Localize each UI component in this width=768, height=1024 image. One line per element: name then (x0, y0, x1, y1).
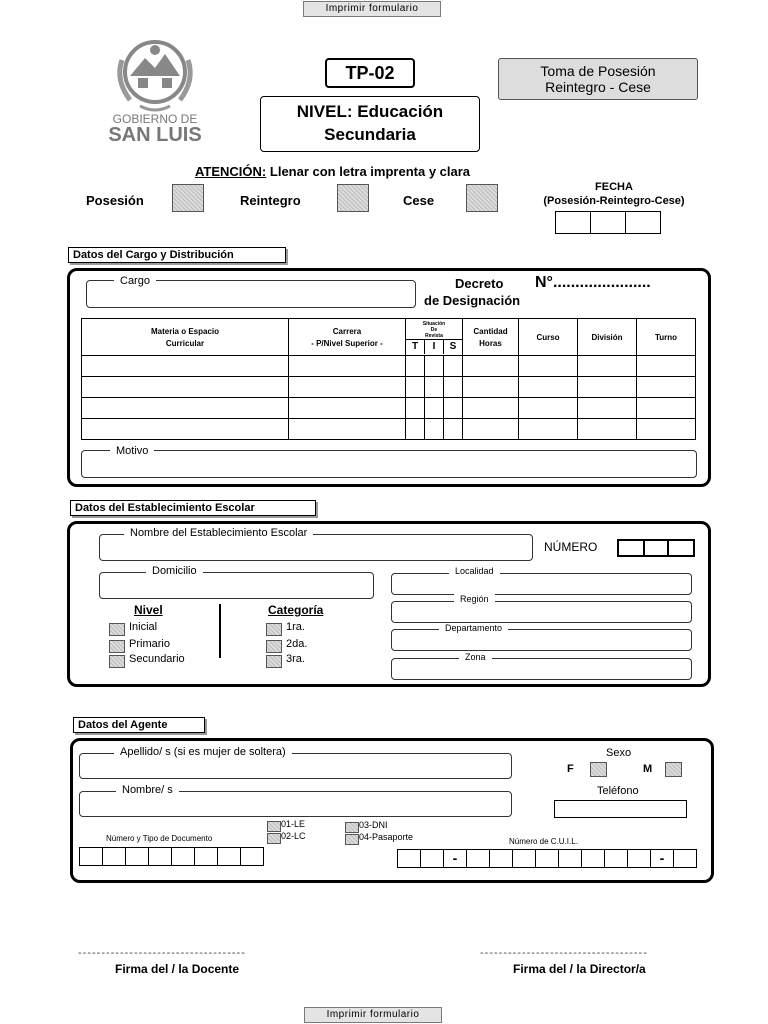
cuil-digit-cell[interactable] (536, 849, 559, 868)
localidad-label: Localidad (449, 566, 500, 576)
nombre-label: Nombre/ s (116, 784, 179, 796)
col-materia (82, 319, 289, 356)
cuil-digit-cell[interactable] (559, 849, 582, 868)
col-i: I (425, 340, 444, 354)
signature-line-director: ------------------------------------ (480, 947, 648, 959)
numero-digit-3[interactable] (667, 539, 695, 557)
level-title-line2: Secundaria (324, 125, 416, 144)
section-cargo-title: Datos del Cargo y Distribución (68, 247, 286, 263)
doc-pasaporte-checkbox[interactable] (345, 834, 359, 845)
col-cantidad-line2: Horas (479, 338, 502, 348)
signature-director-label: Firma del / la Director/a (513, 962, 646, 976)
sexo-m-label: M (643, 763, 653, 775)
attention-text: Llenar con letra imprenta y clara (269, 164, 471, 179)
decreto-line1: Decreto (455, 276, 504, 291)
doc-digit-cell[interactable] (218, 847, 241, 866)
cargo-table-header (82, 319, 696, 356)
establecimiento-nombre-label: Nombre del Establecimiento Escolar (124, 527, 313, 539)
telefono-input[interactable] (554, 800, 687, 818)
fecha-sub: (Posesión-Reintegro-Cese) (543, 195, 685, 207)
domicilio-label: Domicilio (146, 565, 203, 577)
motivo-input[interactable] (81, 450, 697, 478)
form-code: TP-02 (325, 58, 415, 88)
numero-digit-2[interactable] (643, 539, 669, 557)
table-row[interactable] (82, 419, 696, 440)
signature-line-docente: ------------------------------------ (78, 947, 246, 959)
nivel-title: Nivel (134, 603, 163, 617)
signature-docente-label: Firma del / la Docente (115, 962, 240, 976)
table-row[interactable] (82, 377, 696, 398)
col-tis (406, 339, 462, 354)
level-title (260, 96, 480, 152)
nivel-inicial-label: Inicial (129, 621, 158, 633)
doc-dni-label: 03-DNI (359, 820, 388, 830)
cuil-digit-cell[interactable] (674, 849, 697, 868)
logo-line2: SAN LUIS (108, 124, 202, 146)
doc-dni-checkbox[interactable] (345, 822, 359, 833)
attention-label: ATENCIÓN: (195, 164, 267, 179)
doc-digit-cell[interactable] (172, 847, 195, 866)
cuil-digit-cell[interactable] (513, 849, 536, 868)
categoria-1ra-label: 1ra. (286, 621, 305, 633)
nivel-categoria-divider (219, 604, 221, 658)
col-materia-line1: Materia o Espacio (150, 326, 220, 336)
form-type-line2: Reintegro - Cese (545, 79, 651, 95)
col-carrera (289, 319, 406, 356)
categoria-2da-label: 2da. (286, 638, 308, 650)
nivel-secundario-checkbox[interactable] (109, 655, 125, 668)
doc-digit-cell[interactable] (241, 847, 264, 866)
attention (195, 164, 470, 179)
categoria-3ra-label: 3ra. (286, 653, 305, 665)
col-materia-line2: Curricular (165, 338, 205, 348)
departamento-input[interactable] (391, 629, 692, 651)
sexo-m-checkbox[interactable] (665, 762, 682, 777)
fecha-label: FECHA (595, 181, 633, 193)
nivel-secundario-label: Secundario (129, 653, 185, 665)
section-agente-title: Datos del Agente (73, 717, 205, 733)
sexo-label: Sexo (606, 747, 632, 759)
zona-input[interactable] (391, 658, 692, 680)
col-carrera-line2: - P/Nivel Superior - (311, 338, 383, 348)
categoria-2da-checkbox[interactable] (266, 640, 282, 653)
categoria-3ra-checkbox[interactable] (266, 655, 282, 668)
option-cese-checkbox[interactable] (466, 184, 498, 212)
telefono-label: Teléfono (597, 785, 639, 797)
cuil-digit-cell[interactable] (582, 849, 605, 868)
col-situacion-line1: Situación (422, 321, 446, 327)
cuil-label: Número de C.U.I.L. (509, 837, 578, 846)
region-input[interactable] (391, 601, 692, 623)
form-type (498, 58, 698, 100)
doc-digit-cell[interactable] (149, 847, 172, 866)
logo (100, 30, 210, 150)
domicilio-input[interactable] (99, 572, 374, 599)
col-cantidad (463, 319, 519, 356)
categoria-1ra-checkbox[interactable] (266, 623, 282, 636)
doc-le-label: 01-LE (281, 819, 306, 829)
table-row[interactable] (82, 398, 696, 419)
sexo-f-label: F (567, 763, 574, 775)
doc-digit-cell[interactable] (126, 847, 149, 866)
region-label: Región (454, 594, 495, 604)
logo-emblem-icon (100, 30, 210, 120)
level-title-line1: NIVEL: Educación (296, 102, 444, 121)
cuil-digit-cell[interactable] (397, 849, 421, 868)
zona-label: Zona (459, 652, 492, 662)
doc-digit-cell[interactable] (103, 847, 126, 866)
cuil-cells (397, 849, 697, 868)
col-situacion (406, 319, 463, 356)
fecha-year-input[interactable] (625, 211, 661, 234)
doc-digit-cell[interactable] (79, 847, 103, 866)
cuil-digit-cell[interactable] (605, 849, 628, 868)
categoria-title: Categoría (268, 603, 324, 617)
nivel-primario-checkbox[interactable] (109, 640, 125, 653)
col-division: División (578, 319, 637, 356)
col-curso: Curso (519, 319, 578, 356)
option-reintegro-label: Reintegro (240, 193, 301, 208)
motivo-label: Motivo (110, 445, 154, 457)
doc-le-checkbox[interactable] (267, 821, 281, 832)
decreto-number: N°...................... (535, 274, 651, 291)
nivel-inicial-checkbox[interactable] (109, 623, 125, 636)
cuil-digit-cell[interactable] (421, 849, 444, 868)
col-t: T (406, 340, 425, 354)
apellido-label: Apellido/ s (si es mujer de soltera) (114, 746, 292, 758)
option-posesion-checkbox[interactable] (172, 184, 204, 212)
cuil-digit-cell[interactable] (467, 849, 490, 868)
decreto-line2: de Designación (424, 293, 521, 308)
doc-lc-checkbox[interactable] (267, 833, 281, 844)
cuil-dash-1: - (444, 849, 467, 868)
table-row[interactable] (82, 356, 696, 377)
localidad-input[interactable] (391, 573, 692, 595)
cargo-label: Cargo (114, 275, 156, 287)
fecha-month-input[interactable] (590, 211, 626, 234)
col-situacion-line3: Revista (425, 333, 443, 339)
numero-digit-1[interactable] (617, 539, 645, 557)
doc-label: Número y Tipo de Documento (106, 834, 213, 843)
col-s: S (449, 341, 457, 352)
section-establecimiento-title: Datos del Establecimiento Escolar (70, 500, 316, 516)
print-button-top[interactable]: Imprimir formulario (303, 1, 441, 17)
cuil-dash-2: - (651, 849, 674, 868)
numero-label: NÚMERO (544, 540, 598, 554)
col-turno: Turno (637, 319, 696, 356)
logo-line1: GOBIERNO DE (112, 112, 198, 126)
doc-number-cells (79, 847, 264, 866)
option-cese-label: Cese (403, 193, 435, 208)
cargo-table (81, 318, 696, 440)
col-carrera-line1: Carrera (332, 326, 362, 336)
print-button-bottom[interactable]: Imprimir formulario (304, 1007, 442, 1023)
cuil-digit-cell[interactable] (628, 849, 651, 868)
departamento-label: Departamento (439, 623, 508, 633)
option-posesion-label: Posesión (86, 193, 144, 208)
form-type-line1: Toma de Posesión (540, 63, 656, 79)
nivel-primario-label: Primario (129, 638, 170, 650)
option-reintegro-checkbox[interactable] (337, 184, 369, 212)
sexo-f-checkbox[interactable] (590, 762, 607, 777)
doc-pasaporte-label: 04-Pasaporte (359, 832, 414, 842)
cuil-digit-cell[interactable] (490, 849, 513, 868)
doc-digit-cell[interactable] (195, 847, 218, 866)
fecha-day-input[interactable] (555, 211, 591, 234)
col-cantidad-line1: Cantidad (473, 326, 508, 336)
col-situacion-line2: De (430, 327, 438, 333)
doc-lc-label: 02-LC (281, 831, 306, 841)
